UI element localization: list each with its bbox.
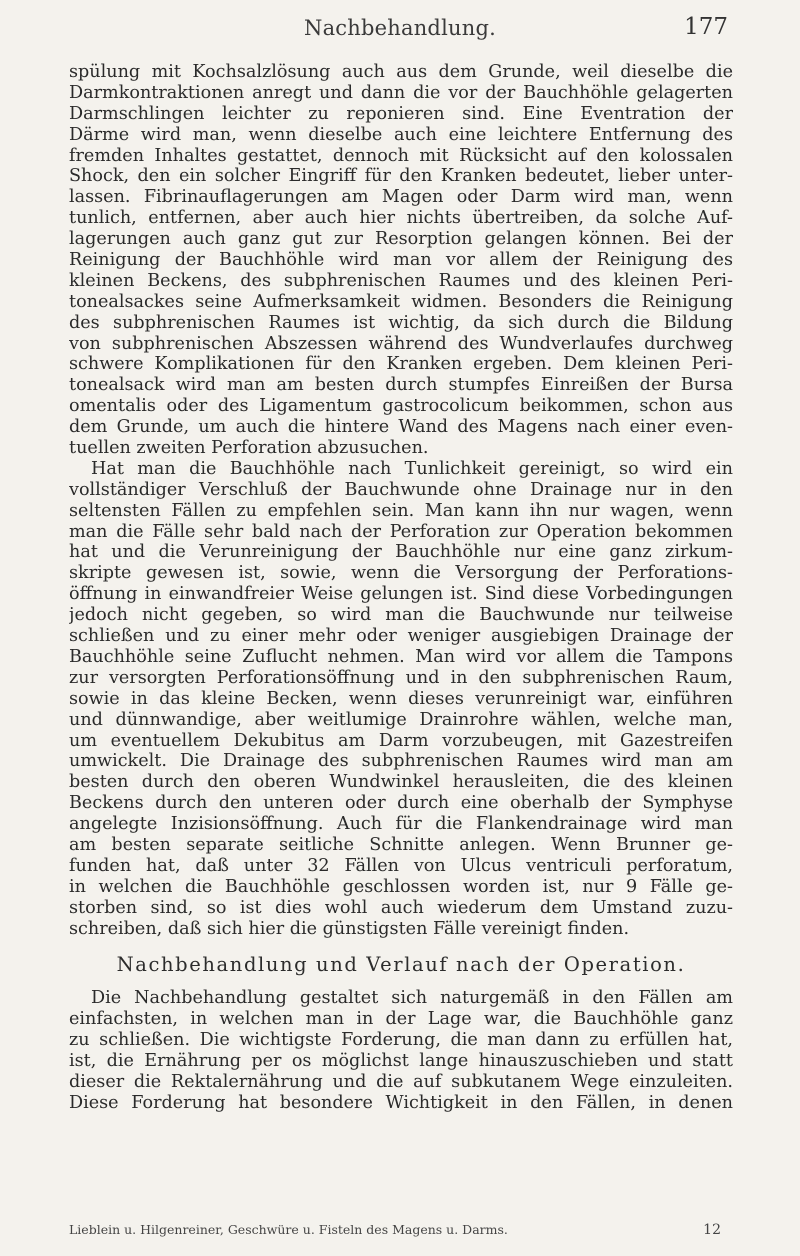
- text-line: schreiben, daß sich hier die günstigsten Fälle vereinigt finden.: [69, 918, 630, 939]
- text-line: zur versorgten Perforationsöffnung und in den subphrenischen Raum,: [69, 667, 733, 688]
- text-line: spülung mit Kochsalzlösung auch aus dem Grunde, weil dieselbe die: [69, 62, 733, 82]
- text-line: von subphrenischen Abszessen während des Wundverlaufes durchweg: [69, 333, 733, 354]
- running-head-title: Nachbehandlung.: [304, 16, 496, 40]
- text-line: hat und die Verunreinigung der Bauchhöhle nur eine ganz zirkum-: [69, 542, 733, 563]
- text-line: am besten separate seitliche Schnitte anlegen. Wenn Brunner ge-: [69, 834, 733, 855]
- text-line: tunlich, entfernen, aber auch hier nichts übertreiben, da solche Auf-: [69, 208, 733, 229]
- text-line: angelegte Inzisionsöffnung. Auch für die Flankendrainage wird man: [69, 814, 733, 835]
- section-heading: Nachbehandlung und Verlauf nach der Operation.: [116, 953, 686, 977]
- text-line: funden hat, daß unter 32 Fällen von Ulcus ventriculi perforatum,: [69, 855, 733, 876]
- paragraph-3: [69, 988, 733, 1113]
- text-line: und dünnwandige, aber weitlumige Drainrohre wählen, welche man,: [69, 709, 733, 730]
- text-line: tonealsack wird man am besten durch stumpfes Einreißen der Bursa: [69, 375, 733, 396]
- text-line: jedoch nicht gegeben, so wird man die Bauchwunde nur teilweise: [69, 605, 733, 626]
- sheet-number: 12: [703, 1222, 721, 1238]
- text-line: Darmschlingen leichter zu reponieren sind. Eine Eventration der: [69, 103, 733, 124]
- text-line: tuellen zweiten Perforation abzusuchen.: [69, 438, 429, 459]
- text-line: fremden Inhaltes gestattet, dennoch mit Rücksicht auf den kolossalen: [69, 145, 733, 166]
- text-line: omentalis oder des Ligamentum gastrocolicum beikommen, schon aus: [69, 396, 733, 417]
- text-line: kleinen Beckens, des subphrenischen Raumes und des kleinen Peri-: [69, 270, 733, 291]
- running-header: [70, 16, 730, 46]
- text-line: besten durch den oberen Wundwinkel herausleiten, die des kleinen: [69, 772, 733, 793]
- text-line: Darmkontraktionen anregt und dann die vor der Bauchhöhle gelagerten: [69, 82, 733, 103]
- paragraph-2: [69, 459, 733, 939]
- text-line: zu schließen. Die wichtigste Forderung, die man dann zu erfüllen hat,: [69, 1030, 733, 1051]
- text-line: Diese Forderung hat besondere Wichtigkeit in den Fällen, in denen: [69, 1092, 733, 1113]
- text-line: man die Fälle sehr bald nach der Perforation zur Operation bekommen: [69, 521, 733, 542]
- text-line: Shock, den ein solcher Eingriff für den Kranken bedeutet, lieber unter-: [69, 166, 733, 187]
- text-line: um eventuellem Dekubitus am Darm vorzubeugen, mit Gazestreifen: [69, 730, 733, 751]
- paragraph-1: [69, 62, 733, 459]
- text-line: einfachsten, in welchen man in der Lage war, die Bauchhöhle ganz: [69, 1009, 733, 1030]
- text-line: dem Grunde, um auch die hintere Wand des Magens nach einer even-: [69, 417, 733, 438]
- text-line: ist, die Ernährung per os möglichst lange hinauszuschieben und statt: [69, 1051, 733, 1072]
- body-text: [69, 62, 733, 1114]
- text-line: Beckens durch den unteren oder durch eine oberhalb der Symphyse: [69, 793, 733, 814]
- text-line: lassen. Fibrinauflagerungen am Magen oder Darm wird man, wenn: [69, 187, 733, 208]
- footer-signature: [69, 1221, 733, 1239]
- text-line: lagerungen auch ganz gut zur Resorption gelangen können. Bei der: [69, 229, 733, 250]
- text-line: Därme wird man, wenn dieselbe auch eine leichtere Entfernung des: [69, 124, 733, 145]
- text-line: storben sind, so ist dies wohl auch wiederum dem Umstand zuzu-: [69, 897, 733, 918]
- text-line: des subphrenischen Raumes ist wichtig, da sich durch die Bildung: [69, 312, 733, 333]
- text-line: Hat man die Bauchhöhle nach Tunlichkeit gereinigt, so wird ein: [91, 458, 733, 479]
- text-line: Reinigung der Bauchhöhle wird man vor allem der Reinigung des: [69, 250, 733, 271]
- text-line: schließen und zu einer mehr oder weniger ausgiebigen Drainage der: [69, 626, 733, 647]
- text-line: umwickelt. Die Drainage des subphrenischen Raumes wird man am: [69, 751, 733, 772]
- text-line: in welchen die Bauchhöhle geschlossen worden ist, nur 9 Fälle ge-: [69, 876, 733, 897]
- text-line: sowie in das kleine Becken, wenn dieses verunreinigt war, einführen: [69, 688, 733, 709]
- text-line: seltensten Fällen zu empfehlen sein. Man kann ihn nur wagen, wenn: [69, 500, 733, 521]
- text-line: Die Nachbehandlung gestaltet sich naturgemäß in den Fällen am: [91, 988, 733, 1009]
- text-line: öffnung in einwandfreier Weise gelungen ist. Sind diese Vorbedingungen: [69, 584, 733, 605]
- text-line: Bauchhöhle seine Zuflucht nehmen. Man wird vor allem die Tampons: [69, 646, 733, 667]
- text-line: dieser die Rektalernährung und die auf subkutanem Wege einzuleiten.: [69, 1071, 733, 1092]
- page-number: 177: [684, 14, 728, 40]
- text-line: skripte gewesen ist, sowie, wenn die Versorgung der Perforations-: [69, 563, 733, 584]
- text-line: vollständiger Verschluß der Bauchwunde ohne Drainage nur in den: [69, 479, 733, 500]
- footer-authors: Lieblein u. Hilgenreiner, Geschwüre u. Fisteln des Magens u. Darms.: [69, 1222, 508, 1237]
- text-line: schwere Komplikationen für den Kranken ergeben. Dem kleinen Peri-: [69, 354, 733, 375]
- text-line: tonealsackes seine Aufmerksamkeit widmen. Besonders die Reinigung: [69, 291, 733, 312]
